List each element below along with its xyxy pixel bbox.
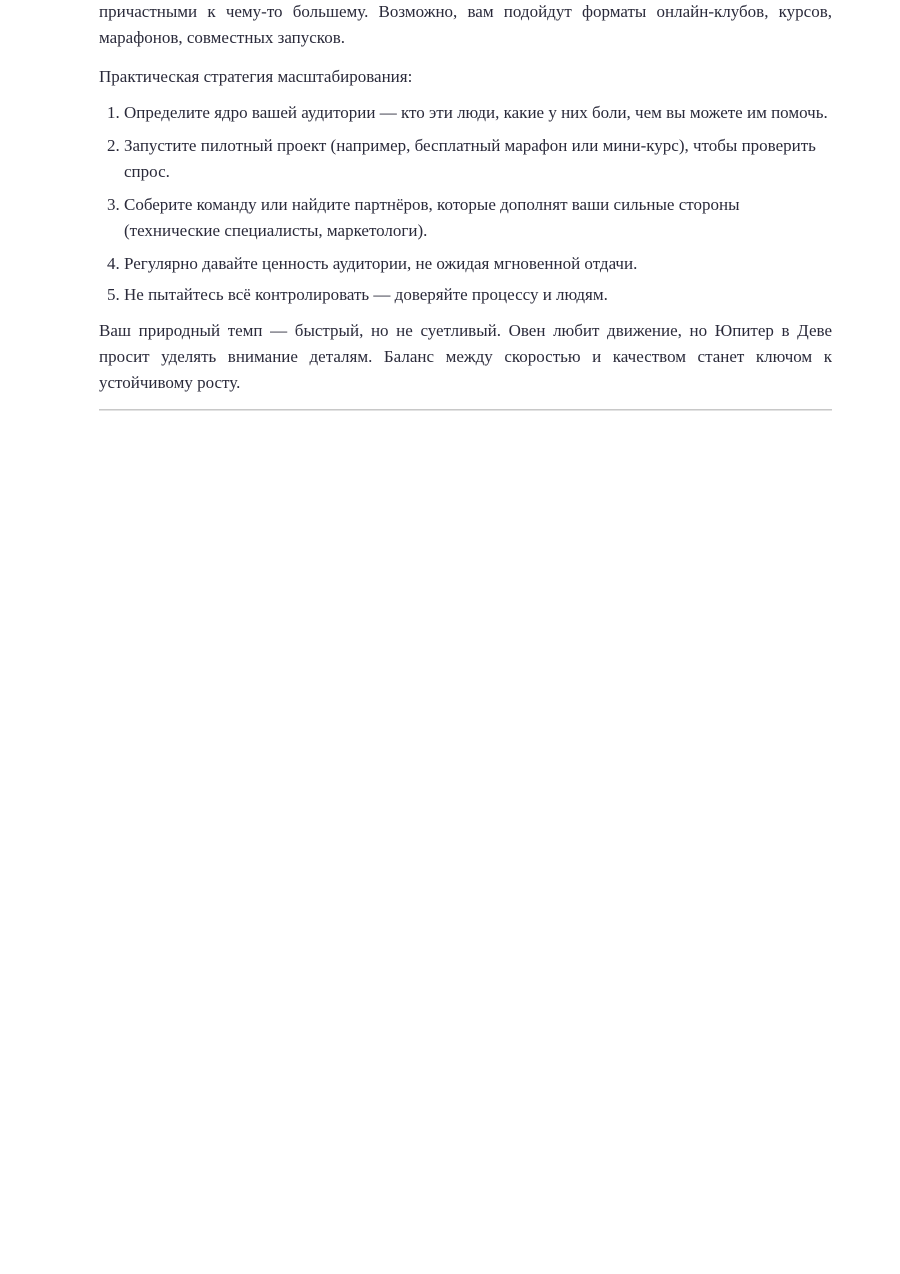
closing-paragraph: Ваш природный темп — быстрый, но не суетливый. Овен любит движение, но Юпитер в Деве просит уделять внимание деталям. Баланс между скоростью и качеством станет ключом к устойчивому росту. (99, 321, 832, 392)
list-item: 3. Соберите команду или найдите партнёров, которые дополнят ваши сильные стороны (технические специалисты, маркетологи). (124, 192, 832, 244)
list-item: 4. Регулярно давайте ценность аудитории, не ожидая мгновенной отдачи. (124, 251, 832, 277)
article-body (99, 0, 832, 411)
list-item: 1. Определите ядро вашей аудитории — кто эти люди, какие у них боли, чем вы можете им помочь. (124, 100, 832, 126)
section-divider (99, 409, 832, 411)
intro-paragraph: причастными к чему-то большему. Возможно, вам подойдут форматы онлайн-клубов, курсов, марафонов, совместных запусков. (99, 2, 832, 47)
list-item: 2. Запустите пилотный проект (например, бесплатный марафон или мини-курс), чтобы проверить спрос. (124, 133, 832, 185)
list-item: 5. Не пытайтесь всё контролировать — доверяйте процессу и людям. (124, 282, 832, 308)
strategy-steps-list (99, 100, 832, 308)
strategy-heading: Практическая стратегия масштабирования: (99, 67, 413, 86)
